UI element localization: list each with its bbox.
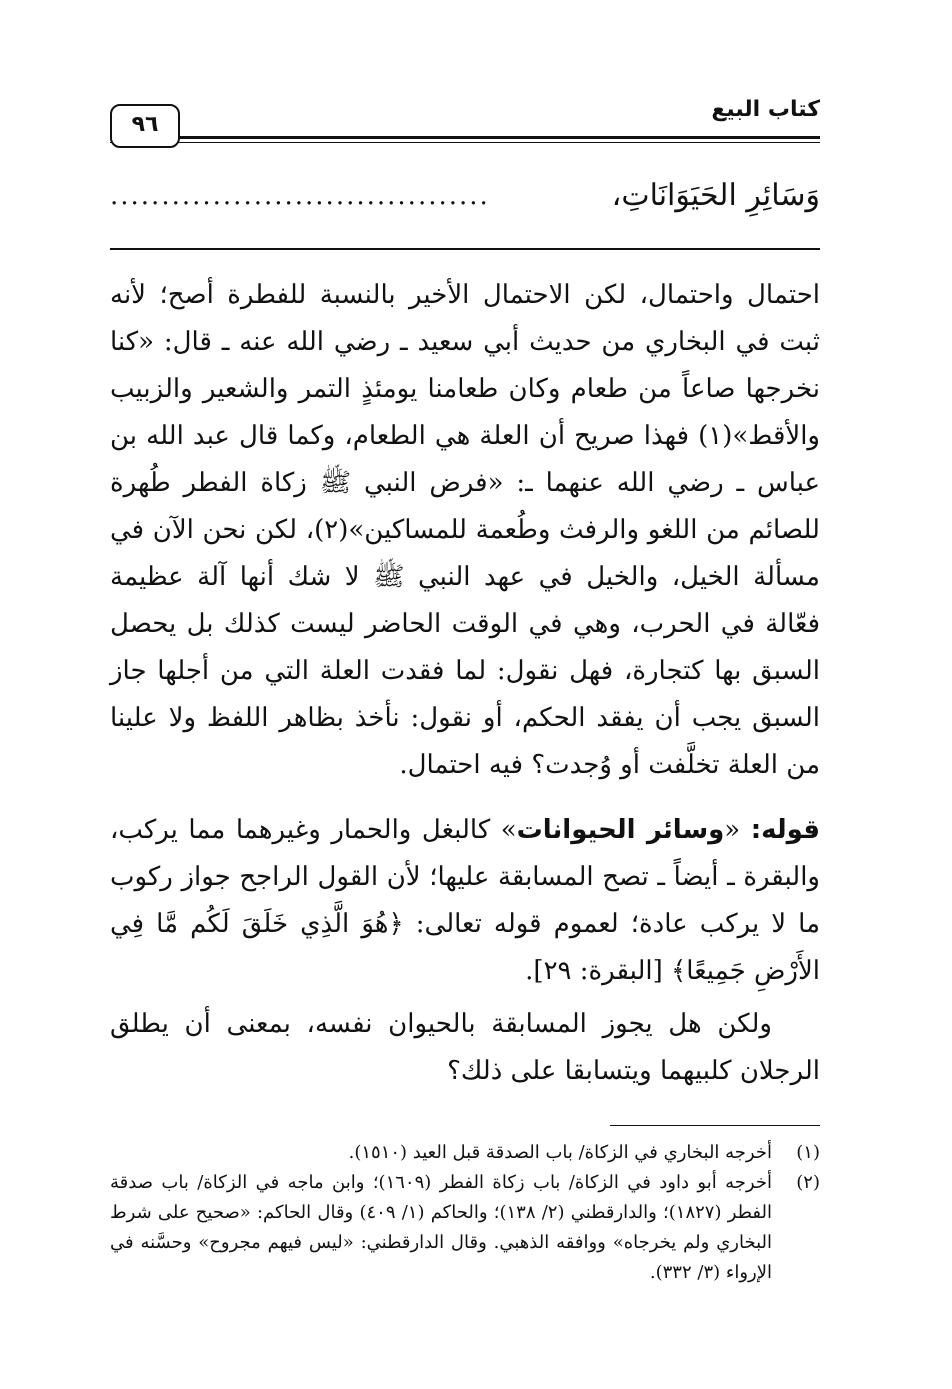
book-page bbox=[110, 80, 820, 1288]
header-rule-thick bbox=[110, 136, 820, 139]
qawluhu-lead: قوله: bbox=[750, 815, 821, 845]
footnote-text: أخرجه أبو داود في الزكاة/ باب زكاة الفطر (١٦٠٩)؛ وابن ماجه في الزكاة/ باب صدقة الفطر (١٨٢٧)؛ والدارقطني (٢/ ١٣٨)؛ والحاكم (١/ ٤٠٩) وقال الحاكم: «صحيح على شرط البخاري ولم يخرجاه» ووافقه الذهبي. وقال الدارقطني: «ليس فيهم مجروح» وحسَّنه في الإرواء (٣/ ٣٣٢). bbox=[110, 1172, 772, 1283]
header-rule-thin bbox=[110, 142, 820, 143]
matn-dots: ..................................... bbox=[110, 181, 490, 211]
running-title: كتاب البيع bbox=[711, 97, 820, 122]
quoted-term: وسائر الحيوانات bbox=[516, 815, 725, 845]
paragraph-3: ولكن هل يجوز المسابقة بالحيوان نفسه، بمعنى أن يطلق الرجلان كلبيهما ويتسابقا على ذلك؟ bbox=[110, 1009, 820, 1086]
quote-close: » bbox=[500, 815, 517, 845]
paragraph-1: احتمال واحتمال، لكن الاحتمال الأخير بالنسبة للفطرة أصح؛ لأنه ثبت في البخاري من حديث أبي سعيد ـ رضي الله عنه ـ قال: «كنا نخرجها صاعاً من طعام وكان طعامنا يومئذٍ التمر والشعير والزبيب والأقط»(١) فهذا صريح أن العلة هي الطعام، وكما قال عبد الله بن عباس ـ رضي الله عنهما ـ: «فرض النبي ﷺ زكاة الفطر طُهرة للصائم من اللغو والرفث وطُعمة للمساكين»(٢)، لكن نحن الآن في مسألة الخيل، والخيل في عهد النبي ﷺ لا شك أنها آلة عظيمة فعّالة في الحرب، وهي في الوقت الحاضر ليست كذلك بل يحصل السبق بها كتجارة، فهل نقول: لما فقدت العلة التي من أجلها جاز السبق يجب أن يفقد الحكم، أو نقول: نأخذ بظاهر اللفظ ولا علينا من العلة تخلَّفت أو وُجدت؟ فيه احتمال. bbox=[110, 280, 820, 780]
footnote-number: (١) bbox=[796, 1142, 820, 1163]
matn-line bbox=[110, 174, 820, 234]
matn-text: وَسَائِرِ الحَيَوَانَاتِ، bbox=[611, 178, 820, 213]
footnote-text: أخرجه البخاري في الزكاة/ باب الصدقة قبل العيد (١٥١٠). bbox=[348, 1142, 772, 1163]
footnote-1 bbox=[110, 1138, 820, 1168]
footnote-rule bbox=[610, 1125, 820, 1126]
matn-separator-rule bbox=[110, 248, 820, 250]
footnotes bbox=[110, 1138, 820, 1288]
paragraph-2 bbox=[110, 807, 820, 995]
commentary-body bbox=[110, 272, 820, 1095]
quote-open: « bbox=[724, 815, 751, 845]
page-number: ٩٦ bbox=[110, 104, 180, 148]
footnote-2 bbox=[110, 1168, 820, 1288]
paragraph-2-text: كالبغل والحمار وغيرهما مما يركب، والبقرة ـ أيضاً ـ تصح المسابقة عليها؛ لأن القول الراجح جواز ركوب ما لا يركب عادة؛ لعموم قوله تعالى: ﴿هُوَ الَّذِي خَلَقَ لَكُم مَّا فِي الأَرْضِ جَمِيعًا﴾ [البقرة: ٢٩]. bbox=[110, 815, 820, 986]
running-header bbox=[110, 80, 820, 144]
footnote-number: (٢) bbox=[796, 1172, 820, 1193]
